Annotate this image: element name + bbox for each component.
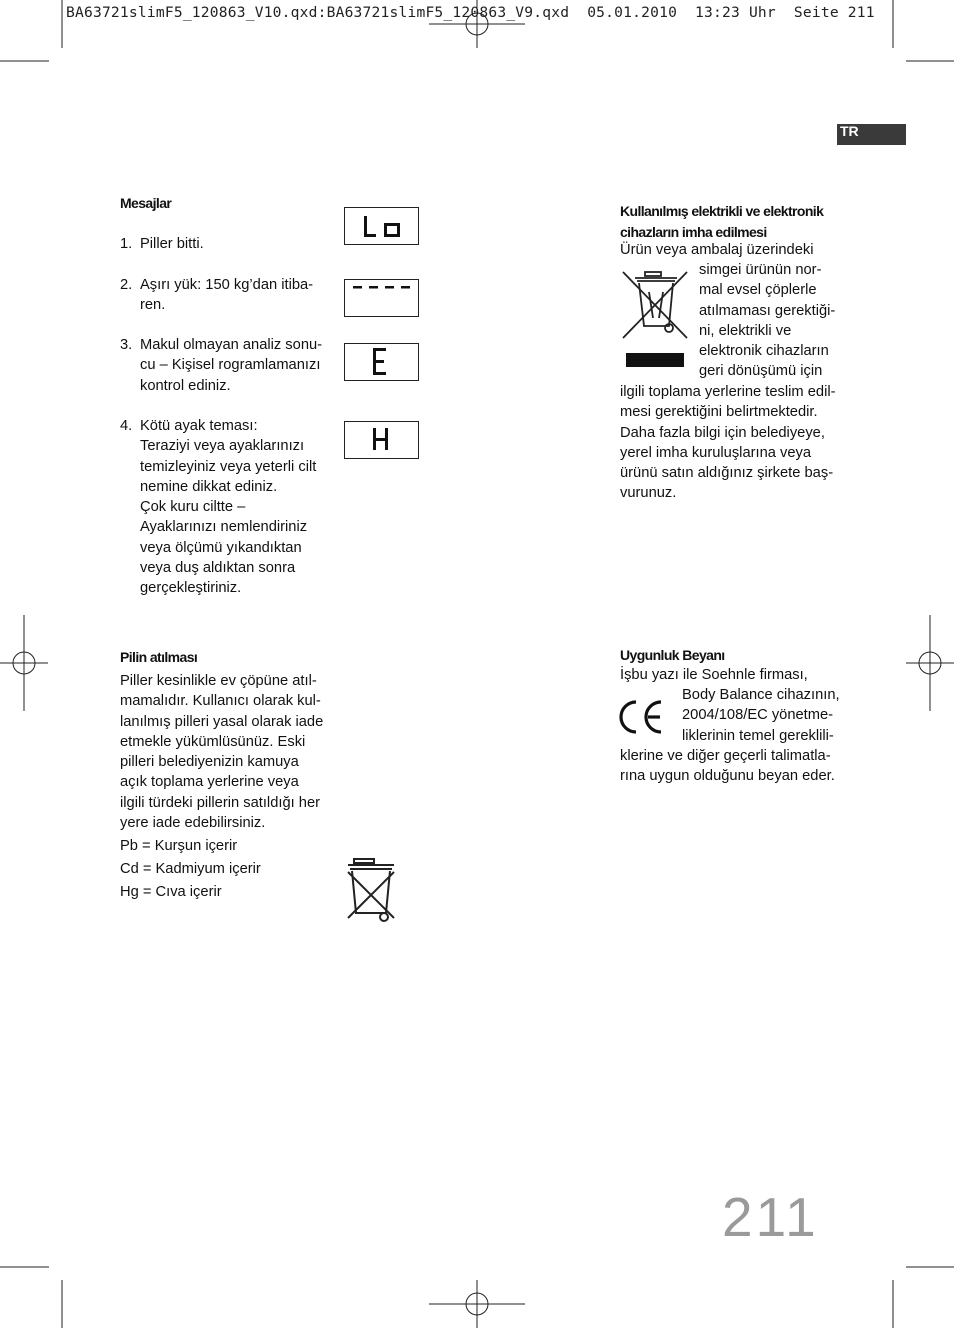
text-line: klerine ve diğer geçerli talimatla- bbox=[620, 748, 831, 764]
lcd-h-icon bbox=[345, 422, 418, 458]
message-number: 3. bbox=[120, 337, 133, 353]
text-line: mesi gerektiğini belirtmektedir. bbox=[620, 404, 818, 421]
text-line: atılmaması gerektiği- bbox=[699, 302, 836, 319]
message-text: nemine dikkat ediniz. bbox=[140, 478, 278, 495]
text-line: vurunuz. bbox=[620, 485, 677, 502]
text-line: liklerinin temel gereklili- bbox=[682, 727, 834, 744]
lcd-display-dashes bbox=[344, 279, 419, 317]
language-tab: TR bbox=[837, 124, 906, 145]
ce-mark-icon bbox=[617, 699, 665, 735]
element-pb: Pb = Kurşun içerir bbox=[120, 838, 238, 854]
message-item bbox=[120, 234, 335, 256]
battery-disposal-text bbox=[120, 671, 340, 833]
message-text: Piller bitti. bbox=[140, 236, 204, 252]
text-line: pilleri belediyenizin kamuya bbox=[120, 754, 299, 771]
element-hg: Hg = Cıva içerir bbox=[120, 884, 222, 900]
message-text: Teraziyi veya ayaklarınızı bbox=[140, 438, 305, 455]
message-item bbox=[120, 416, 335, 602]
lcd-display-e bbox=[344, 343, 419, 381]
lcd-display-h bbox=[344, 421, 419, 459]
text-line: Body Balance cihazının, bbox=[682, 687, 840, 703]
text-line: mamalıdır. Kullanıcı olarak kul- bbox=[120, 693, 321, 710]
text-line: geri dönüşümü için bbox=[699, 363, 823, 380]
message-number: 4. bbox=[120, 418, 133, 434]
crossed-bin-icon bbox=[344, 856, 400, 926]
text-line: ilgili türdeki pillerin satıldığı her bbox=[120, 794, 321, 811]
message-text: temizleyiniz veya yeterli cilt bbox=[140, 458, 317, 475]
lcd-display-lo bbox=[344, 207, 419, 245]
message-number: 2. bbox=[120, 277, 133, 293]
element-cd: Cd = Kadmiyum içerir bbox=[120, 861, 261, 877]
message-text: kontrol ediniz. bbox=[140, 377, 231, 394]
text-line: etmekle yükümlüsünüz. Eski bbox=[120, 733, 306, 750]
message-item bbox=[120, 275, 335, 317]
conformity-full-text bbox=[620, 746, 852, 787]
message-number: 1. bbox=[120, 236, 133, 252]
text-line: 2004/108/EC yönetme- bbox=[682, 707, 834, 724]
message-text: veya ölçümü yıkandıktan bbox=[140, 539, 302, 556]
message-text: Çok kuru ciltte – bbox=[140, 499, 246, 516]
text-line: Piller kesinlikle ev çöpüne atıl- bbox=[120, 673, 317, 689]
page-number: 211 bbox=[722, 1186, 819, 1248]
weee-lead: Ürün veya ambalaj üzerindeki bbox=[620, 242, 814, 258]
weee-title-line: Kullanılmış elektrikli ve elektronik bbox=[620, 203, 824, 219]
message-item bbox=[120, 335, 335, 397]
message-text: gerçekleştiriniz. bbox=[140, 580, 242, 597]
text-line: lanılmış pilleri yasal olarak iade bbox=[120, 713, 324, 730]
weee-bin-icon bbox=[619, 266, 691, 370]
message-text: Ayaklarınızı nemlendiriniz bbox=[140, 519, 308, 536]
text-line: elektronik cihazların bbox=[699, 343, 829, 360]
message-text: ren. bbox=[140, 297, 166, 314]
text-line: yerel imha kuruluşlarına veya bbox=[620, 444, 812, 461]
weee-full-text bbox=[620, 382, 852, 504]
message-text: Aşırı yük: 150 kg’dan itiba- bbox=[140, 277, 314, 293]
text-line: simgei ürünün nor- bbox=[699, 262, 822, 278]
text-line: yere iade edebilirsiniz. bbox=[120, 815, 266, 832]
message-text: veya duş aldıktan sonra bbox=[140, 560, 296, 577]
lcd-lo-icon bbox=[345, 208, 418, 244]
conformity-title: Uygunluk Beyanı bbox=[620, 647, 725, 663]
file-header-line: BA63721slimF5_120863_V10.qxd:BA63721slimF5_120863_V9.qxd 05.01.2010 13:23 Uhr Seite 211 bbox=[66, 4, 875, 21]
text-line: ilgili toplama yerlerine teslim edil- bbox=[620, 384, 836, 400]
weee-title bbox=[620, 201, 823, 243]
weee-title-line: cihazların imha edilmesi bbox=[620, 224, 767, 240]
conformity-lead: İşbu yazı ile Soehnle firması, bbox=[620, 667, 808, 683]
message-text: Makul olmayan analiz sonu- bbox=[140, 337, 323, 353]
message-text: cu – Kişisel rogramlamanızı bbox=[140, 357, 321, 374]
message-text: Kötü ayak teması: bbox=[140, 418, 258, 434]
text-line: Daha fazla bilgi için belediyeye, bbox=[620, 424, 825, 441]
text-line: mal evsel çöplerle bbox=[699, 282, 817, 299]
text-line: rına uygun olduğunu beyan eder. bbox=[620, 768, 835, 785]
weee-wrapped-text bbox=[699, 260, 849, 382]
lcd-e-icon bbox=[345, 344, 418, 380]
battery-disposal-title: Pilin atılması bbox=[120, 649, 198, 665]
conformity-wrapped-text bbox=[682, 685, 852, 746]
text-line: açık toplama yerlerine veya bbox=[120, 774, 299, 791]
lcd-dashes-icon bbox=[345, 280, 418, 316]
text-line: ürünü satın aldığınız şirkete baş- bbox=[620, 465, 834, 482]
text-line: ni, elektrikli ve bbox=[699, 322, 792, 339]
messages-title: Mesajlar bbox=[120, 195, 172, 211]
